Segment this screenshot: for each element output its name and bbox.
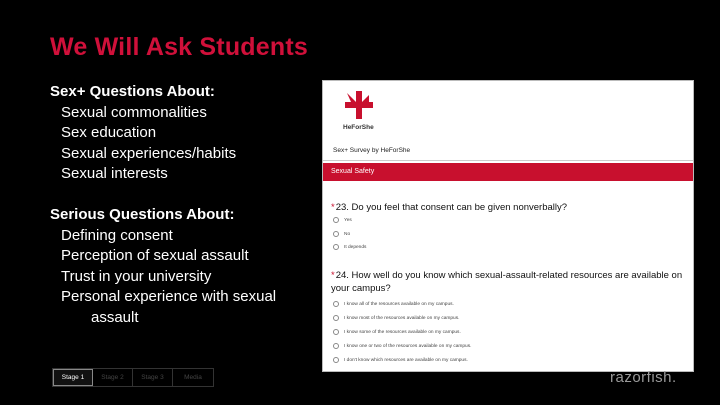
list-item: Personal experience with sexual — [61, 288, 277, 305]
survey-name: Sex+ Survey by HeForShe — [333, 147, 411, 154]
section-heading: Serious Questions About: — [50, 206, 235, 223]
razorfish-logo: razorfish. — [610, 369, 677, 386]
slide-title: We Will Ask Students — [50, 33, 308, 61]
radio-option[interactable] — [333, 244, 366, 250]
radio-option[interactable] — [333, 301, 454, 307]
question-text: 23. Do you feel that consent can be given nonverbally? — [335, 202, 568, 213]
list-item: Trust in your university — [61, 267, 212, 285]
option-label: It depends — [344, 244, 367, 250]
radio-option[interactable] — [333, 329, 461, 335]
list-item: Sex education — [61, 124, 157, 141]
option-label: No — [344, 231, 351, 237]
list-item: Sexual commonalities — [61, 103, 207, 121]
option-label: Yes — [344, 217, 352, 223]
option-label: I know all of the resources available on my campus. — [344, 301, 454, 307]
question-23 — [331, 201, 686, 214]
radio-icon[interactable] — [333, 329, 339, 335]
logo-text: HeForShe — [343, 124, 374, 131]
section-heading: Sex+ Questions About: — [50, 83, 215, 100]
survey-screenshot — [322, 80, 694, 372]
tab-stage-1[interactable]: Stage 1 — [53, 369, 93, 386]
radio-icon[interactable] — [333, 343, 339, 349]
tab-media[interactable]: Media — [184, 374, 202, 381]
tab-stage-3[interactable]: Stage 3 — [133, 369, 173, 386]
option-label: I know some of the resources available on my campus. — [344, 329, 461, 335]
option-label: I don't know which resources are available on my campus. — [344, 357, 468, 363]
radio-option[interactable] — [333, 315, 459, 321]
survey-header — [323, 81, 693, 141]
list-item: Defining consent — [61, 226, 173, 244]
option-label: I know most of the resources available on my campus. — [344, 315, 460, 321]
radio-icon[interactable] — [333, 244, 339, 250]
sex-plus-questions-section — [50, 82, 236, 185]
serious-questions-section — [50, 205, 300, 328]
heforshe-logo-icon — [343, 89, 375, 121]
section-title: Sexual Safety — [331, 168, 375, 175]
tab-stage-2[interactable]: Stage 2 — [93, 369, 133, 386]
radio-option[interactable] — [333, 343, 471, 349]
required-marker: * — [331, 270, 335, 281]
radio-icon[interactable] — [333, 357, 339, 363]
list-item: Sexual experiences/habits — [61, 144, 237, 162]
radio-icon[interactable] — [333, 217, 339, 223]
section-bar — [323, 163, 693, 181]
radio-option[interactable] — [333, 357, 468, 363]
stage-nav — [52, 368, 214, 387]
question-24 — [331, 269, 686, 295]
radio-icon[interactable] — [333, 301, 339, 307]
radio-option[interactable] — [333, 217, 352, 223]
list-item: Perception of sexual assault — [61, 247, 249, 264]
required-marker: * — [331, 202, 335, 213]
list-item: assault — [91, 308, 139, 326]
radio-icon[interactable] — [333, 231, 339, 237]
radio-icon[interactable] — [333, 315, 339, 321]
option-label: I know one or two of the resources available on my campus. — [344, 343, 472, 349]
question-text: 24. How well do you know which sexual-assault-related resources are available on your campus? — [331, 270, 683, 294]
radio-option[interactable] — [333, 231, 350, 237]
list-item: Sexual interests — [61, 165, 168, 182]
divider — [323, 160, 693, 161]
